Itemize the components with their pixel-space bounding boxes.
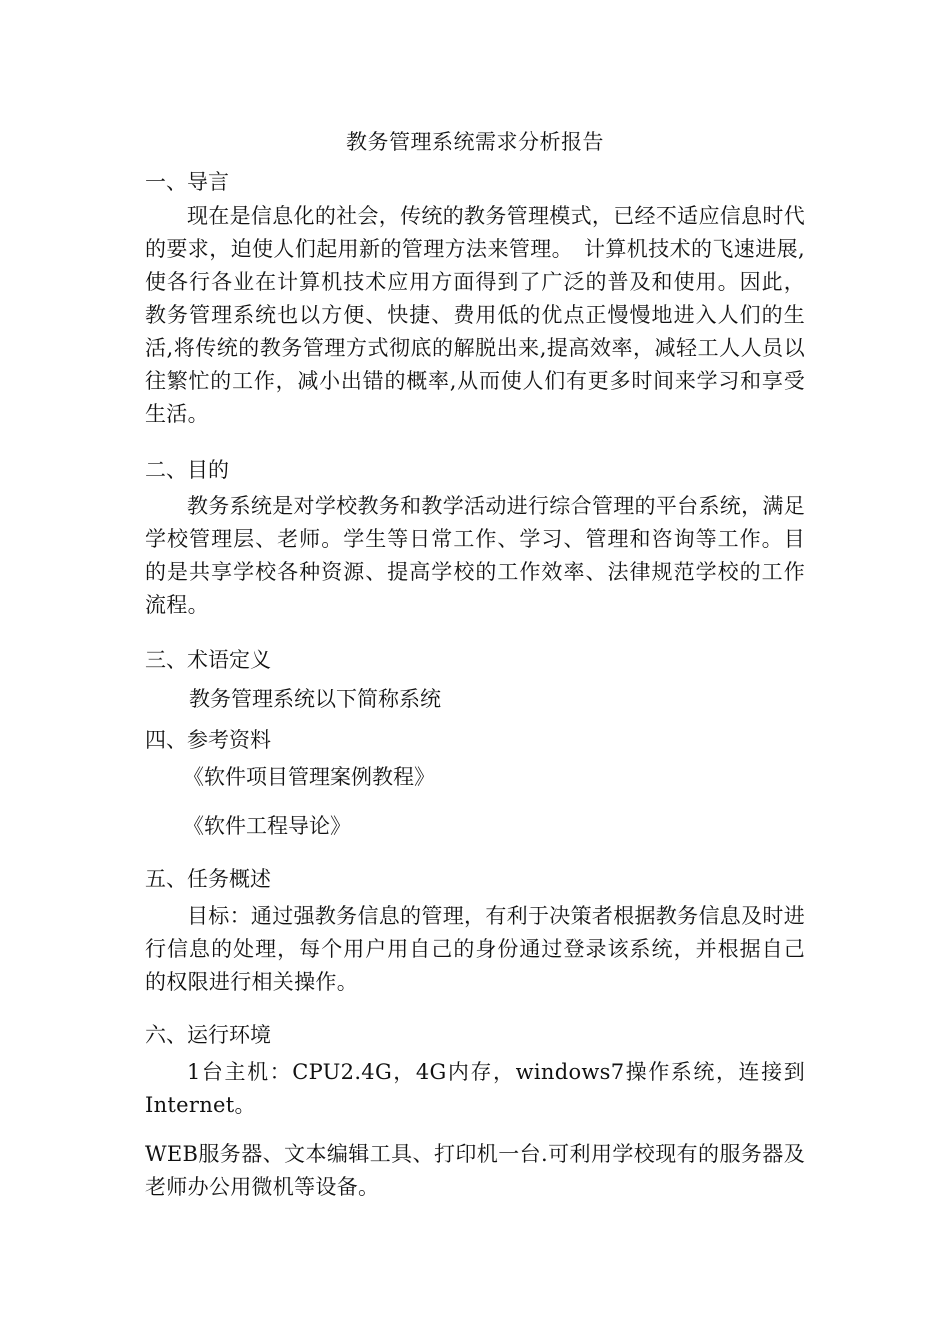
section-paragraph-introduction: 现在是信息化的社会，传统的教务管理模式，已经不适应信息时代的要求，迫使人们起用新的管理方法来管理。 计算机技术的飞速进展,使各行各业在计算机技术应用方面得到了广泛的普及和使用。因此，教务管理系统也以方便、快捷、费用低的优点正慢慢地进入人们的生活,将传统的教务管理方式彻底的解脱出来,提高效率，减轻工人人员以往繁忙的工作，减小出错的概率,从而使人们有更多时间来学习和享受生活。 [145, 204, 805, 426]
reference-item: 《软件项目管理案例教程》 [183, 765, 435, 789]
terminology-definition: 教务管理系统以下简称系统 [189, 687, 441, 711]
section-heading-environment: 六、运行环境 [145, 1023, 271, 1047]
document-title: 教务管理系统需求分析报告 [346, 130, 604, 154]
section-heading-references: 四、参考资料 [145, 728, 271, 752]
section-heading-task-overview: 五、任务概述 [145, 867, 271, 891]
section-paragraph-task-overview: 目标：通过强教务信息的管理，有利于决策者根据教务信息及时进行信息的处理，每个用户用自己的身份通过登录该系统，并根据自己的权限进行相关操作。 [145, 904, 805, 994]
reference-item: 《软件工程导论》 [183, 814, 351, 838]
section-paragraph-environment-equipment: WEB服务器、文本编辑工具、打印机一台.可利用学校现有的服务器及老师办公用微机等设备。 [145, 1142, 805, 1199]
section-heading-purpose: 二、目的 [145, 458, 229, 482]
section-heading-terminology: 三、术语定义 [145, 648, 271, 672]
section-paragraph-purpose: 教务系统是对学校教务和教学活动进行综合管理的平台系统，满足学校管理层、老师。学生等日常工作、学习、管理和咨询等工作。目的是共享学校各种资源、提高学校的工作效率、法律规范学校的工作流程。 [145, 494, 805, 617]
section-paragraph-environment-host: 1台主机：CPU2.4G，4G内存，windows7操作系统，连接到Internet。 [145, 1060, 805, 1117]
section-heading-introduction: 一、导言 [145, 170, 229, 194]
